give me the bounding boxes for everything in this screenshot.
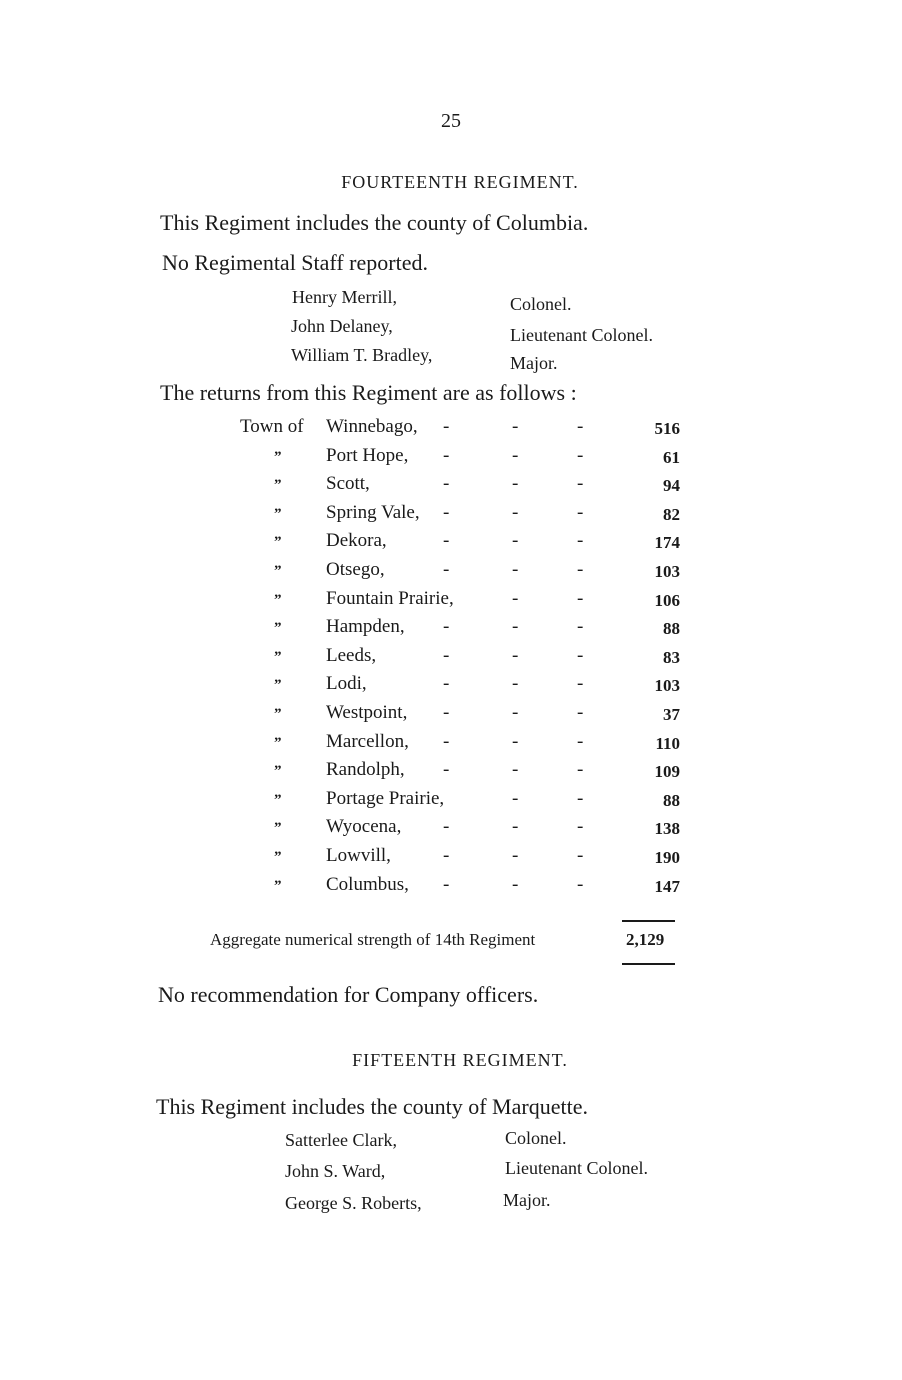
ditto-mark: ” bbox=[274, 820, 282, 837]
ditto-mark: ” bbox=[274, 734, 282, 751]
fourteenth-officer-name: John Delaney, bbox=[291, 316, 393, 336]
leader-dash: - bbox=[577, 759, 584, 781]
fourteenth-officer-rank: Colonel. bbox=[510, 294, 572, 314]
leader-dash: - bbox=[443, 530, 450, 552]
town-name: Port Hope, bbox=[326, 444, 409, 466]
return-row bbox=[240, 874, 680, 902]
return-row bbox=[240, 530, 680, 558]
leader-dash: - bbox=[512, 845, 519, 866]
ditto-mark: ” bbox=[274, 505, 282, 522]
town-name: Lodi, bbox=[326, 673, 367, 695]
leader-dash: - bbox=[512, 616, 519, 638]
leader-dash: - bbox=[512, 559, 519, 580]
leader-dash: - bbox=[512, 873, 519, 895]
return-row bbox=[240, 759, 680, 787]
leader-dash: - bbox=[577, 530, 584, 552]
leader-dash: - bbox=[443, 845, 450, 866]
ditto-mark: ” bbox=[274, 563, 282, 579]
town-name: Scott, bbox=[326, 473, 370, 495]
fourteenth-officer-rank: Lieutenant Colonel. bbox=[510, 325, 653, 345]
strength-value: 174 bbox=[654, 533, 680, 553]
leader-dash: - bbox=[443, 759, 450, 781]
leader-dash: - bbox=[443, 702, 450, 723]
return-row bbox=[240, 845, 680, 873]
fourteenth-staff-line: No Regimental Staff reported. bbox=[162, 250, 428, 275]
fifteenth-officer-name: Satterlee Clark, bbox=[285, 1130, 397, 1150]
town-name: Hampden, bbox=[326, 616, 405, 638]
recommendation-line: No recommendation for Company officers. bbox=[158, 982, 539, 1007]
leader-dash: - bbox=[443, 616, 450, 638]
aggregate-value: 2,129 bbox=[626, 930, 665, 949]
return-row bbox=[240, 588, 680, 616]
leader-dash: - bbox=[512, 816, 519, 838]
sum-rule bbox=[622, 920, 675, 922]
town-name: Westpoint, bbox=[326, 702, 408, 723]
leader-dash: - bbox=[512, 501, 519, 523]
town-name: Lowvill, bbox=[326, 845, 391, 866]
leader-dash: - bbox=[512, 759, 519, 781]
strength-value: 88 bbox=[663, 790, 680, 810]
fifteenth-officer-rank: Lieutenant Colonel. bbox=[505, 1158, 648, 1178]
leader-dash: - bbox=[577, 616, 584, 638]
return-row bbox=[240, 731, 680, 759]
ditto-mark: ” bbox=[274, 791, 282, 808]
strength-value: 103 bbox=[654, 676, 680, 696]
return-row bbox=[240, 445, 680, 473]
leader-dash: - bbox=[577, 473, 584, 495]
strength-value: 83 bbox=[663, 647, 680, 667]
ditto-mark: ” bbox=[274, 648, 282, 665]
strength-value: 106 bbox=[654, 590, 680, 610]
leader-dash: - bbox=[443, 873, 450, 895]
ditto-mark: ” bbox=[274, 448, 282, 465]
strength-value: 103 bbox=[654, 562, 680, 581]
town-name: Otsego, bbox=[326, 559, 385, 580]
strength-value: 94 bbox=[663, 476, 680, 496]
town-name: Winnebago, bbox=[326, 416, 418, 437]
leader-dash: - bbox=[512, 644, 519, 666]
leader-dash: - bbox=[512, 702, 519, 723]
leader-dash: - bbox=[512, 530, 519, 552]
leader-dash: - bbox=[443, 416, 450, 437]
strength-value: 88 bbox=[663, 619, 680, 639]
ditto-mark: ” bbox=[274, 849, 282, 865]
town-of-label: Town of bbox=[240, 416, 304, 437]
fifteenth-officer-rank: Major. bbox=[503, 1190, 551, 1210]
ditto-mark: ” bbox=[274, 620, 282, 637]
ditto-mark: ” bbox=[274, 477, 282, 494]
strength-value: 61 bbox=[663, 447, 680, 467]
fourteenth-county-line: This Regiment includes the county of Columbia. bbox=[160, 210, 589, 235]
leader-dash: - bbox=[577, 501, 584, 523]
leader-dash: - bbox=[443, 644, 450, 666]
strength-value: 147 bbox=[654, 876, 680, 896]
return-row bbox=[240, 673, 680, 701]
leader-dash: - bbox=[577, 444, 584, 466]
leader-dash: - bbox=[443, 444, 450, 466]
town-name: Dekora, bbox=[326, 530, 387, 552]
return-row bbox=[240, 559, 680, 587]
town-name: Wyocena, bbox=[326, 816, 402, 838]
return-row bbox=[240, 416, 680, 444]
leader-dash: - bbox=[577, 873, 584, 895]
leader-dash: - bbox=[443, 730, 450, 752]
leader-dash: - bbox=[512, 587, 519, 609]
leader-dash: - bbox=[577, 644, 584, 666]
returns-intro: The returns from this Regiment are as follows : bbox=[160, 380, 577, 405]
leader-dash: - bbox=[577, 845, 584, 866]
ditto-mark: ” bbox=[274, 534, 282, 551]
leader-dash: - bbox=[577, 587, 584, 609]
return-row bbox=[240, 616, 680, 644]
strength-value: 138 bbox=[654, 819, 680, 839]
town-name: Fountain Prairie, bbox=[326, 587, 454, 609]
ditto-mark: ” bbox=[274, 877, 282, 894]
strength-value: 109 bbox=[654, 762, 680, 782]
leader-dash: - bbox=[577, 730, 584, 752]
strength-value: 516 bbox=[654, 419, 680, 438]
leader-dash: - bbox=[577, 787, 584, 809]
leader-dash: - bbox=[512, 416, 519, 437]
return-row bbox=[240, 702, 680, 730]
leader-dash: - bbox=[443, 816, 450, 838]
strength-value: 82 bbox=[663, 504, 680, 524]
return-row bbox=[240, 788, 680, 816]
leader-dash: - bbox=[577, 416, 584, 437]
fifteenth-officer-rank: Colonel. bbox=[505, 1128, 567, 1148]
town-name: Leeds, bbox=[326, 644, 377, 666]
leader-dash: - bbox=[443, 559, 450, 580]
leader-dash: - bbox=[577, 559, 584, 580]
ditto-mark: ” bbox=[274, 677, 282, 694]
return-row bbox=[240, 645, 680, 673]
strength-value: 110 bbox=[655, 733, 680, 753]
page-number: 25 bbox=[441, 110, 461, 132]
town-name: Columbus, bbox=[326, 873, 409, 895]
leader-dash: - bbox=[512, 787, 519, 809]
aggregate-label: Aggregate numerical strength of 14th Regiment bbox=[210, 930, 536, 949]
fifteenth-officer-name: John S. Ward, bbox=[285, 1161, 386, 1181]
fourteenth-regiment-heading: FOURTEENTH REGIMENT. bbox=[341, 172, 579, 192]
town-name: Randolph, bbox=[326, 759, 405, 781]
fifteenth-officer-name: George S. Roberts, bbox=[285, 1193, 422, 1213]
leader-dash: - bbox=[512, 444, 519, 466]
ditto-mark: ” bbox=[274, 763, 282, 780]
ditto-mark: ” bbox=[274, 591, 282, 608]
strength-value: 37 bbox=[663, 705, 680, 724]
leader-dash: - bbox=[512, 673, 519, 695]
leader-dash: - bbox=[577, 673, 584, 695]
town-name: Marcellon, bbox=[326, 730, 409, 752]
ditto-mark: ” bbox=[274, 706, 282, 722]
strength-value: 190 bbox=[654, 848, 680, 867]
leader-dash: - bbox=[512, 473, 519, 495]
return-row bbox=[240, 502, 680, 530]
town-name: Portage Prairie, bbox=[326, 787, 445, 809]
return-row bbox=[240, 816, 680, 844]
leader-dash: - bbox=[512, 730, 519, 752]
fourteenth-officer-name: Henry Merrill, bbox=[292, 287, 397, 307]
leader-dash: - bbox=[443, 673, 450, 695]
fourteenth-officer-name: William T. Bradley, bbox=[291, 345, 433, 365]
fifteenth-county-line: This Regiment includes the county of Marquette. bbox=[156, 1094, 588, 1119]
fifteenth-regiment-heading: FIFTEENTH REGIMENT. bbox=[352, 1050, 568, 1070]
leader-dash: - bbox=[577, 702, 584, 723]
leader-dash: - bbox=[577, 816, 584, 838]
return-row bbox=[240, 473, 680, 501]
leader-dash: - bbox=[443, 473, 450, 495]
leader-dash: - bbox=[443, 501, 450, 523]
town-name: Spring Vale, bbox=[326, 501, 420, 523]
total-rule bbox=[622, 963, 675, 965]
fourteenth-officer-rank: Major. bbox=[510, 353, 558, 373]
